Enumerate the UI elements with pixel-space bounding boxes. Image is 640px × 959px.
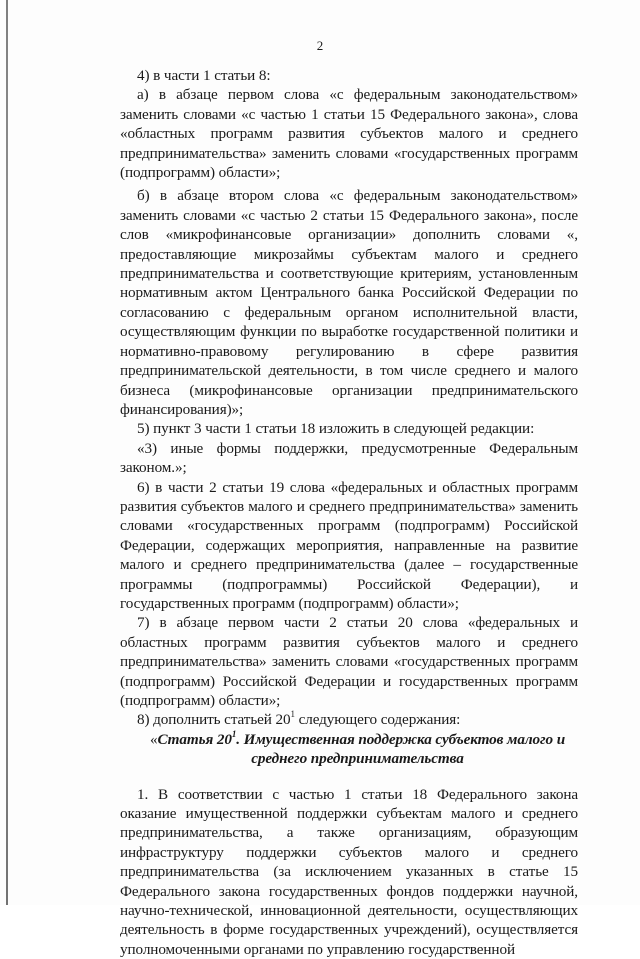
paragraph-subitem-b: б) в абзаце втором слова «с федеральным законодательством» заменить словами «с частью 2 статьи 15 Федерального закона», после слов «микрофинансовые организации» дополнить словами «, предоставляющие микрозаймы субъектам малого и среднего предпринимательства и соответствующие критериям, установленным нормативным актом Центрального банка Российской Федерации по согласованию с федеральным органом исполнительной власти, осуществляющим функции по выработке государственной политики и нормативно-правовому регулированию в сфере развития предпринимательской деятельности, в том числе среднего и малого бизнеса (микрофинансовые организации предпринимательского финансирования)»;: [120, 187, 578, 418]
paragraph-item-7: 7) в абзаце первом части 2 статьи 20 слова «федеральных и областных программ развития субъектов малого и среднего предпринимательства» заменить словами «государственных программ (подпрограмм) Российской Федерации и государственных программ (подпрограмм) области»;: [120, 614, 578, 709]
paragraph-item-5: 5) пункт 3 части 1 статьи 18 изложить в следующей редакции:: [137, 420, 535, 438]
paragraph-item-4: 4) в части 1 статьи 8:: [137, 67, 271, 84]
section-spacer: [120, 769, 578, 785]
article-heading: «Статья $20^1$. Имущественная поддержка субъектов малого и среднего предпринимательства: [149, 728, 566, 768]
paragraph-item-8: 8) дополнить статьей $20^1$ следующего содержания:: [137, 709, 461, 729]
paragraph-subitem-a: а) в абзаце первом слова «с федеральным законодательством» заменить словами «с частью 1 статьи 15 Федерального закона», слова «областных программ развития субъектов малого и среднего предпринимательства» заменить словами «государственных программ (подпрограмм) области»;: [120, 86, 578, 182]
document-body: [120, 66, 578, 959]
paragraph-quote-3: «3) иные формы поддержки, предусмотренные Федеральным законом.»;: [120, 439, 578, 477]
paragraph-item-6: 6) в части 2 статьи 19 слова «федеральных и областных программ развития субъектов малого и среднего предпринимательства» заменить словами «государственных программ (подпрограмм) Российской Федерации, содержащих мероприятия, направленные на развитие малого и среднего предпринимательства (далее – государственные программы (подпрограммы) Российской Федерации), и государственных программ (подпрограмм) области»;: [120, 478, 578, 612]
article-paragraph-1: 1. В соответствии с частью 1 статьи 18 Федерального закона оказание имущественной поддержки субъектам малого и среднего предпринимательства, а также организациям, образующим инфраструктуру поддержки субъектов малого и среднего предпринимательства (за исключением указанных в статье 15 Федерального закона государственных фондов поддержки научной, научно-технической, инновационной деятельности, осуществляющих деятельность в форме государственных учреждений), осуществляется уполномоченными органами по управлению государственной: [120, 785, 578, 958]
scan-edge: [6, 0, 8, 905]
page-number: 2: [316, 38, 324, 53]
